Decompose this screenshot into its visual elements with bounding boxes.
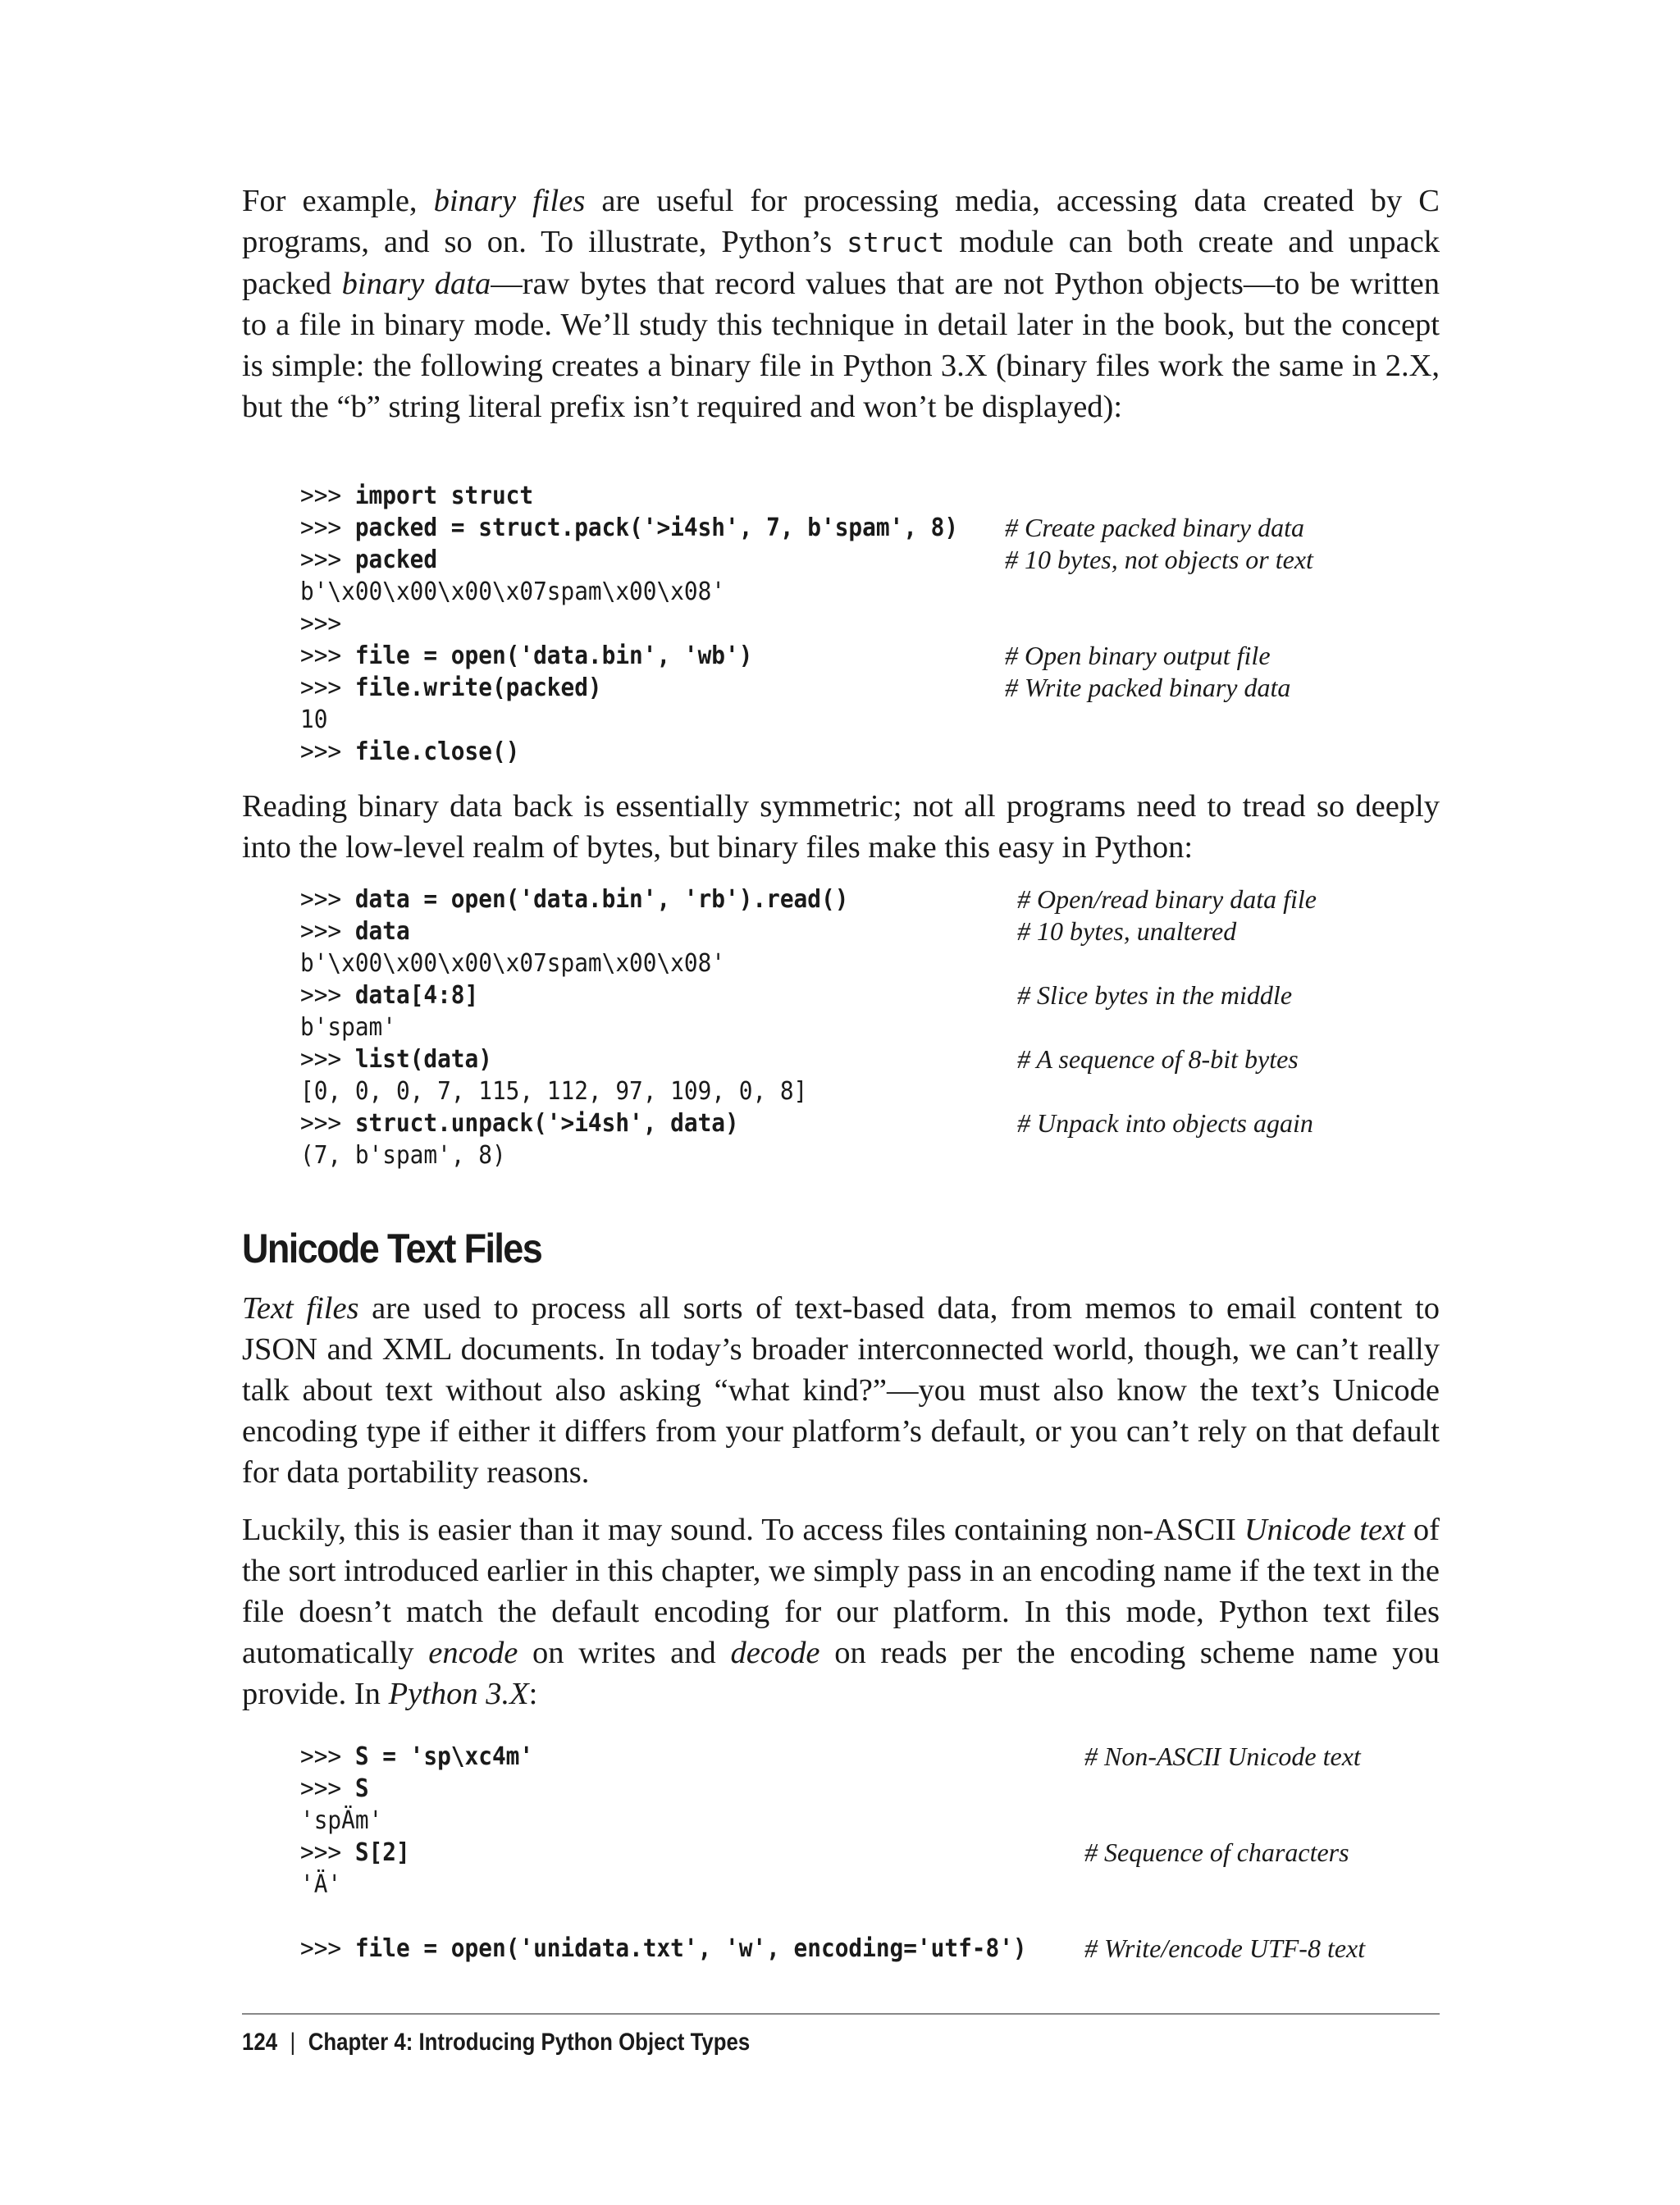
code-comment: # Non-ASCII Unicode text <box>1084 1742 1361 1771</box>
code-line <box>300 1107 1449 1139</box>
text-run: are used to process all sorts of text-based data, from memos to email content to JSON and XML documents. In today’s broader interconnected world, though, we can’t really talk about text without also asking “what kind?”—you must also know the text’s Unicode encoding type if either it differs from your platform’s default, or you can’t rely on that default for data portability reasons. <box>242 1291 1448 1490</box>
code-comment: # A sequence of 8-bit bytes <box>1017 1044 1299 1074</box>
code-line <box>300 608 1449 640</box>
code-statement: data = open('data.bin', 'rb').read() <box>354 885 849 914</box>
code-line <box>300 512 1449 544</box>
code-line <box>300 1043 1449 1075</box>
text-run: : <box>528 1677 538 1711</box>
emphasis-text-files: Text files <box>242 1291 359 1326</box>
inline-code-struct: struct <box>847 226 945 258</box>
code-line <box>300 1805 1449 1837</box>
code-statement: struct.unpack('>i4sh', data) <box>354 1109 739 1138</box>
code-line <box>300 1869 1449 1901</box>
code-prompt: >>> <box>300 1109 355 1138</box>
code-output: b'\x00\x00\x00\x07spam\x00\x08' <box>300 949 726 978</box>
text-run: on reads per the encoding scheme name you provide. In <box>242 1636 1448 1711</box>
code-prompt: >>> <box>300 1934 355 1963</box>
code-prompt: >>> <box>300 1774 355 1803</box>
code-statement: packed = struct.pack('>i4sh', 7, b'spam', 8) <box>354 514 959 542</box>
code-statement: packed <box>354 546 438 574</box>
chapter-title: Chapter 4: Introducing Python Object Types <box>308 2029 751 2056</box>
code-line <box>300 1011 1449 1043</box>
emphasis-decode: decode <box>730 1636 820 1670</box>
code-block-read-binary <box>300 883 1449 1171</box>
code-line <box>300 480 1449 512</box>
emphasis-binary-data: binary data <box>341 267 491 301</box>
code-line <box>300 1741 1449 1773</box>
code-line <box>300 640 1449 672</box>
code-prompt: >>> <box>300 546 355 574</box>
code-statement: import struct <box>354 482 534 510</box>
code-block-unicode <box>300 1741 1449 1965</box>
code-comment: # Write/encode UTF-8 text <box>1084 1933 1366 1963</box>
code-comment: # Create packed binary data <box>1005 513 1304 542</box>
code-line <box>300 1837 1449 1869</box>
code-comment: # Open/read binary data file <box>1017 884 1317 914</box>
text-run: are useful for processing media, accessing data created by C programs, and so on. To illustrate, Python’s <box>242 184 1448 259</box>
code-line <box>300 883 1449 915</box>
code-line <box>300 915 1449 947</box>
text-run: on writes and <box>518 1636 731 1670</box>
code-line <box>300 1075 1449 1107</box>
code-output: [0, 0, 0, 7, 115, 112, 97, 109, 0, 8] <box>300 1077 808 1106</box>
paragraph-reading-binary: Reading binary data back is essentially symmetric; not all programs need to tread so deeply into the low-level realm of bytes, but binary files make this easy in Python: <box>242 789 1448 865</box>
code-comment: # Slice bytes in the middle <box>1017 980 1293 1010</box>
page-footer <box>242 2025 750 2061</box>
emphasis-python-3x: Python 3.X <box>388 1677 529 1711</box>
code-statement: data[4:8] <box>354 981 479 1010</box>
code-prompt: >>> <box>300 641 355 670</box>
code-line <box>300 704 1449 736</box>
code-line <box>300 672 1449 704</box>
code-output: 'spÄm' <box>300 1806 383 1835</box>
code-line <box>300 1773 1449 1805</box>
paragraph-unicode-encoding <box>242 1509 1448 1714</box>
page-number: 124 <box>242 2029 278 2056</box>
code-line <box>300 1933 1449 1965</box>
code-line <box>300 544 1449 576</box>
section-heading: Unicode Text Files <box>242 1226 542 1271</box>
code-output: b'\x00\x00\x00\x07spam\x00\x08' <box>300 578 726 606</box>
code-prompt: >>> <box>300 609 342 638</box>
code-comment: # Unpack into objects again <box>1017 1108 1313 1138</box>
footer-separator: | <box>290 2029 296 2056</box>
code-comment: # Write packed binary data <box>1005 673 1291 702</box>
code-prompt: >>> <box>300 673 355 702</box>
emphasis-encode: encode <box>428 1636 518 1670</box>
code-comment: # Sequence of characters <box>1084 1838 1349 1867</box>
code-line <box>300 1139 1449 1171</box>
code-statement: file.write(packed) <box>354 673 602 702</box>
code-statement: S <box>354 1774 369 1803</box>
text-run: of the sort introduced earlier in this chapter, we simply pass in an encoding name if the text in the file doesn’t match the default encoding for our platform. In this mode, Python text files automatically <box>242 1513 1448 1670</box>
paragraph-binary-files <box>242 180 1448 427</box>
code-line <box>300 576 1449 608</box>
code-line <box>300 1901 1449 1933</box>
code-line <box>300 947 1449 979</box>
code-prompt: >>> <box>300 981 355 1010</box>
code-prompt: >>> <box>300 737 355 766</box>
code-output: b'spam' <box>300 1013 396 1042</box>
code-statement: S[2] <box>354 1838 410 1867</box>
code-output: 'Ä' <box>300 1870 342 1899</box>
code-prompt: >>> <box>300 514 355 542</box>
code-line <box>300 736 1449 768</box>
code-prompt: >>> <box>300 1838 355 1867</box>
code-prompt: >>> <box>300 885 355 914</box>
code-comment: # 10 bytes, unaltered <box>1017 916 1237 946</box>
code-statement: file.close() <box>354 737 520 766</box>
emphasis-unicode-text: Unicode text <box>1244 1513 1405 1547</box>
text-run: Luckily, this is easier than it may sound. To access files containing non-ASCII <box>242 1513 1244 1547</box>
code-prompt: >>> <box>300 917 355 946</box>
code-comment: # Open binary output file <box>1005 641 1271 670</box>
paragraph-text-files <box>242 1288 1448 1493</box>
code-statement: file = open('unidata.txt', 'w', encoding='utf-8') <box>354 1934 1027 1963</box>
code-prompt: >>> <box>300 482 355 510</box>
text-run: For example, <box>242 184 434 218</box>
code-prompt: >>> <box>300 1742 355 1771</box>
code-line <box>300 979 1449 1011</box>
code-statement: list(data) <box>354 1045 492 1074</box>
code-comment: # 10 bytes, not objects or text <box>1005 545 1313 574</box>
code-block-write-binary <box>300 480 1449 768</box>
emphasis-binary-files: binary files <box>433 184 586 218</box>
code-statement: file = open('data.bin', 'wb') <box>354 641 753 670</box>
text-run: —raw bytes that record values that are not Python objects—to be written to a file in binary mode. We’ll study this technique in detail later in the book, but the concept is simple: the following creates a binary file in Python 3.X (binary files work the same in 2.X, but the “b” string literal prefix isn’t required and won’t be displayed): <box>242 267 1448 424</box>
code-output: (7, b'spam', 8) <box>300 1141 506 1170</box>
code-prompt: >>> <box>300 1045 355 1074</box>
code-output: 10 <box>300 705 328 734</box>
code-statement: data <box>354 917 410 946</box>
text-run: module can both create and unpack packed <box>242 225 1448 301</box>
code-statement: S = 'sp\xc4m' <box>354 1742 534 1771</box>
footer-rule <box>242 2013 1440 2015</box>
